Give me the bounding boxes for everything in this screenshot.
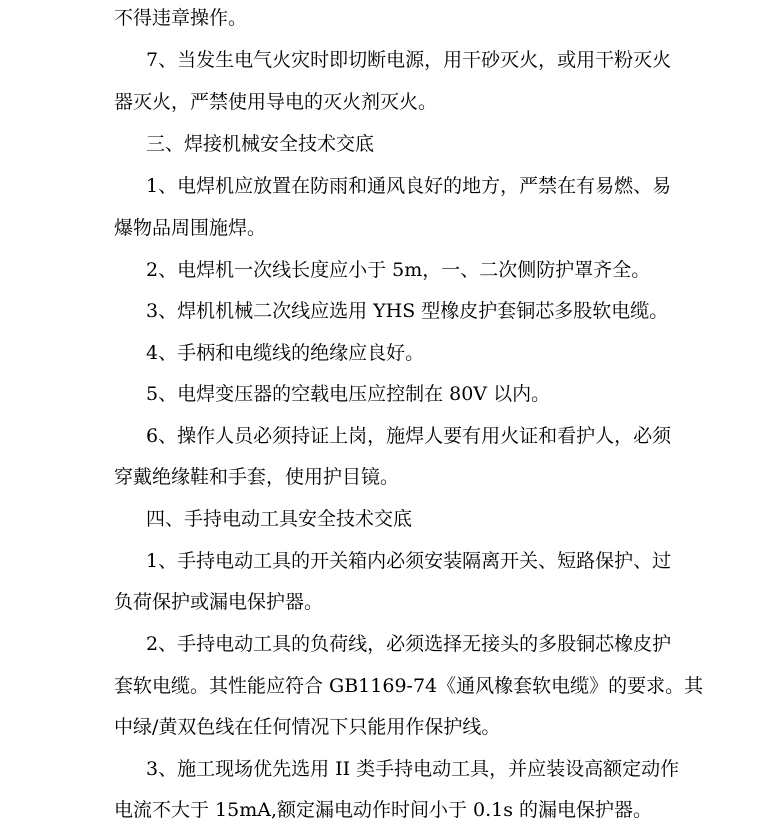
text-line: 3、施工现场优先选用 II 类手持电动工具，并应装设高额定动作 <box>146 758 680 780</box>
section-heading: 四、手持电动工具安全技术交底 <box>146 508 413 530</box>
text-line: 套软电缆。其性能应符合 GB1169-74《通风橡套软电缆》的要求。其 <box>114 675 704 697</box>
text-line: 6、操作人员必须持证上岗，施焊人要有用火证和看护人，必须 <box>146 425 672 447</box>
text-line: 器灭火，严禁使用导电的灭火剂灭火。 <box>114 91 438 113</box>
text-line: 穿戴绝缘鞋和手套，使用护目镜。 <box>114 466 400 488</box>
text-line: 2、手持电动工具的负荷线，必须选择无接头的多股铜芯橡皮护 <box>146 633 672 655</box>
text-line: 2、电焊机一次线长度应小于 5m，一、二次侧防护罩齐全。 <box>146 259 651 281</box>
text-line: 不得违章操作。 <box>114 7 248 29</box>
text-line: 爆物品周围施焊。 <box>114 217 267 239</box>
text-line: 7、当发生电气火灾时即切断电源，用干砂灭火，或用干粉灭火 <box>146 49 672 71</box>
text-line: 中绿/黄双色线在任何情况下只能用作保护线。 <box>114 716 501 738</box>
text-line: 1、电焊机应放置在防雨和通风良好的地方，严禁在有易燃、易 <box>146 175 672 197</box>
text-line: 4、手柄和电缆线的绝缘应良好。 <box>146 342 425 364</box>
text-line: 电流不大于 15mA,额定漏电动作时间小于 0.1s 的漏电保护器。 <box>114 799 653 821</box>
text-line: 1、手持电动工具的开关箱内必须安装隔离开关、短路保护、过 <box>146 550 672 572</box>
text-line: 5、电焊变压器的空载电压应控制在 80V 以内。 <box>146 383 551 405</box>
text-line: 负荷保护或漏电保护器。 <box>114 591 324 613</box>
text-line: 3、焊机机械二次线应选用 YHS 型橡皮护套铜芯多股软电缆。 <box>146 300 669 322</box>
section-heading: 三、焊接机械安全技术交底 <box>146 133 375 155</box>
